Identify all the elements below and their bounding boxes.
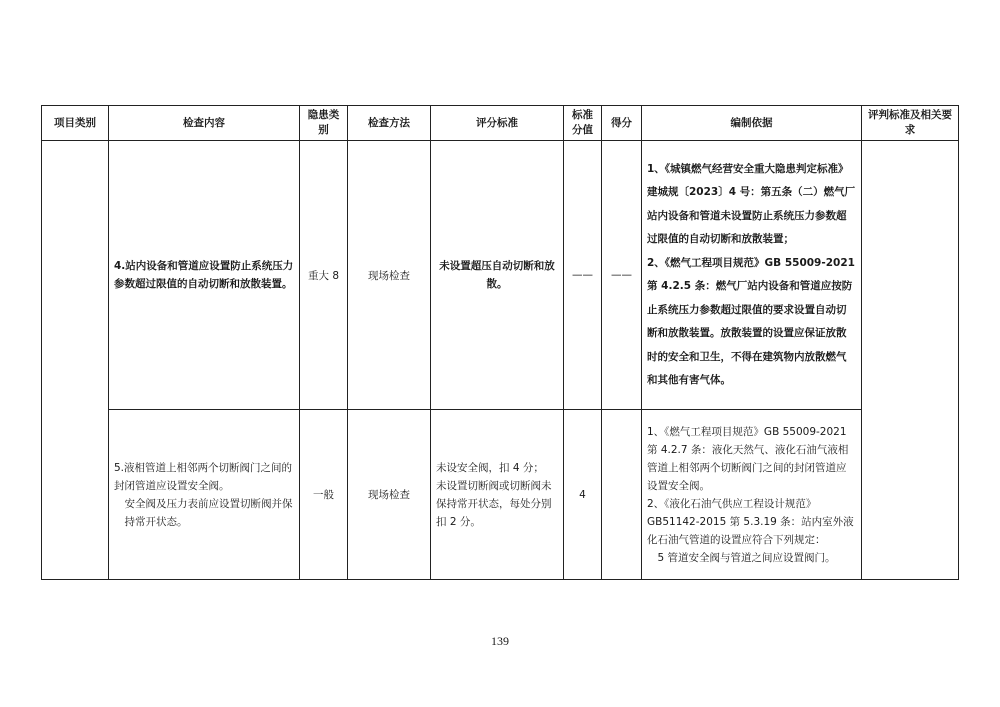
basis-item: 1、《城镇燃气经营安全重大隐患判定标准》建城规〔2023〕4 号：第五条（二）燃气厂站内设备和管道未设置防止系统压力参数超过限值的自动切断和放散装置； (647, 162, 856, 245)
criteria-line: 未设置切断阀或切断阀未保持常开状态，每处分别扣 2 分。 (436, 479, 552, 528)
header-criteria: 评分标准 (431, 106, 564, 141)
header-requirements: 评判标准及相关要求 (862, 106, 959, 141)
score-cell: —— (602, 141, 642, 410)
table-row (42, 410, 959, 580)
method-cell: 现场检查 (348, 141, 431, 410)
criteria-cell: 未设置超压自动切断和放散。 (431, 141, 564, 410)
standard-score-cell: 4 (564, 410, 602, 580)
hazard-type-cell: 重大 8 (300, 141, 348, 410)
basis-item: 2、《液化石油气供应工程设计规范》GB51142-2015 第 5.3.19 条：站内室外液化石油气管道的设置应符合下列规定： (647, 497, 854, 546)
basis-item: 1、《燃气工程项目规范》GB 55009-2021 第 4.2.7 条：液化天然气、液化石油气液相管道上相邻两个切断阀门之间的封闭管道应设置安全阀。 (647, 425, 849, 492)
requirements-cell (862, 141, 959, 580)
method-cell: 现场检查 (348, 410, 431, 580)
header-row (42, 106, 959, 141)
inspection-table (41, 105, 959, 580)
header-standard-score: 标准分值 (564, 106, 602, 141)
table-row (42, 141, 959, 410)
header-hazard-type: 隐患类别 (300, 106, 348, 141)
header-method: 检查方法 (348, 106, 431, 141)
content-line: 5.液相管道上相邻两个切断阀门之间的封闭管道应设置安全阀。 (114, 461, 293, 492)
header-basis: 编制依据 (642, 106, 862, 141)
basis-item: 2、《燃气工程项目规范》GB 55009-2021 第 4.2.5 条：燃气厂站内设备和管道应按防止系统压力参数超过限值的要求设置自动切断和放散装置。放散装置的设置应保证放散时的安全和卫生，不得在建筑物内放散燃气和其他有害气体。 (647, 256, 855, 386)
hazard-type-cell: 一般 (300, 410, 348, 580)
header-category: 项目类别 (42, 106, 109, 141)
criteria-line: 未设安全阀，扣 4 分； (436, 461, 544, 474)
basis-cell (642, 410, 862, 580)
basis-cell (642, 141, 862, 410)
content-cell (109, 410, 300, 580)
header-content: 检查内容 (109, 106, 300, 141)
basis-item: 5 管道安全阀与管道之间应设置阀门。 (657, 551, 836, 564)
category-cell (42, 141, 109, 580)
content-cell: 4.站内设备和管道应设置防止系统压力参数超过限值的自动切断和放散装置。 (109, 141, 300, 410)
header-score: 得分 (602, 106, 642, 141)
page-number: 139 (491, 634, 509, 648)
score-cell (602, 410, 642, 580)
content-line: 安全阀及压力表前应设置切断阀并保持常开状态。 (124, 497, 293, 528)
criteria-cell (431, 410, 564, 580)
standard-score-cell: —— (564, 141, 602, 410)
